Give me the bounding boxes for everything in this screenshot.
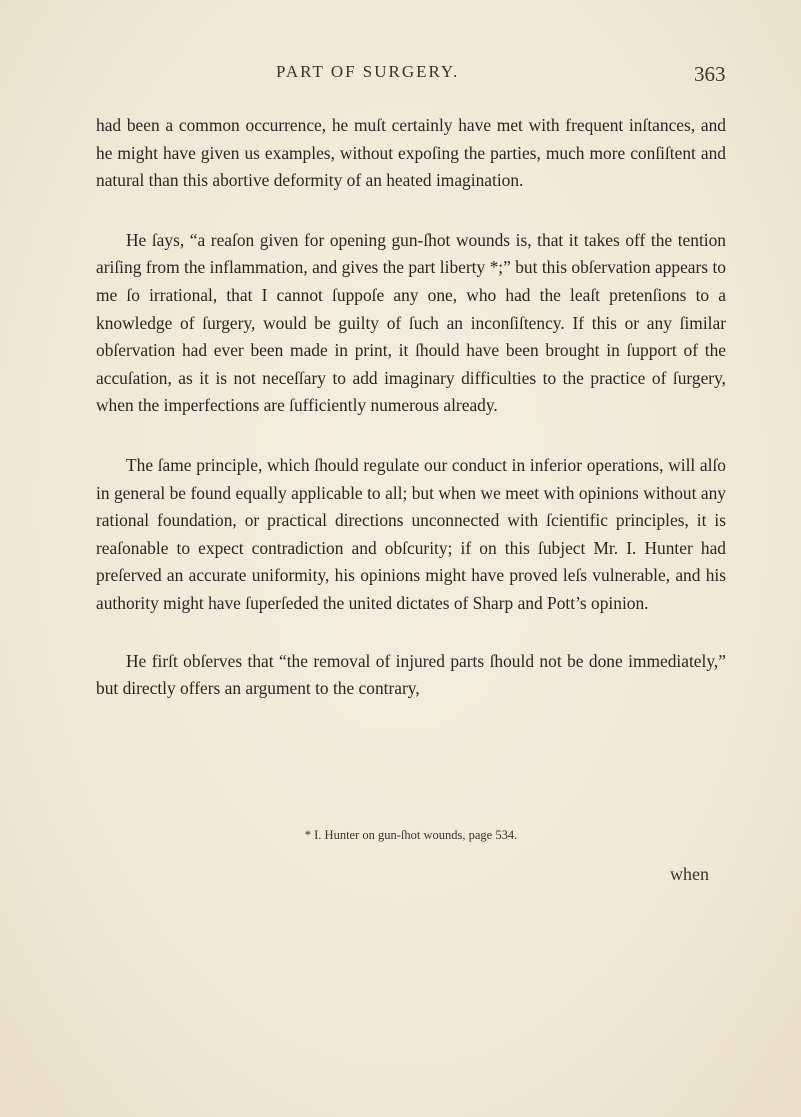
page-number: 363 bbox=[694, 62, 726, 86]
footnote: * I. Hunter on gun-ſhot wounds, page 534. bbox=[304, 828, 518, 842]
paragraph-2: He ſays, “a reaſon given for opening gun-ſhot wounds is, that it takes off the tention ariſing from the inflammation, and gives the part liberty *;” but this obſervation appears to me ſo irrational, that I cannot ſuppoſe any one, who had the leaſt pretenſions to a knowledge of ſurgery, would be guilty of ſuch an inconſiſtency. If this or any ſimilar obſervation had ever been made in print, it ſhould have been brought in ſupport of the accuſation, as it is not neceſſary to add imaginary difficulties to the practice of ſurgery, when the imperfections are ſufficiently numerous already. bbox=[96, 229, 726, 416]
page-header bbox=[0, 62, 801, 92]
paragraph-1: had been a common occurrence, he muſt certainly have met with frequent inſtances, and he might have given us examples, without expoſing the parties, much more conſiſtent and natural than this abortive deformity of an heated imagination. bbox=[96, 115, 726, 191]
running-head: PART OF SURGERY. bbox=[276, 62, 460, 81]
paragraph-3: The ſame principle, which ſhould regulate our conduct in inferior operations, will alſo in general be found equally applicable to all; but when we meet with opinions without any rational foundation, or practical directions unconnected with ſcientific principles, it is reaſonable to expect contradiction and obſcurity; if on this ſubject Mr. I. Hunter had preſerved an accurate uniformity, his opinions might have proved leſs vulnerable, and his authority might have ſuperſeded the united dictates of Sharp and Pott’s opinion. bbox=[96, 454, 726, 613]
paragraph-4: He firſt obſerves that “the removal of injured parts ſhould not be done immediately,” but directly offers an argument to the contrary, bbox=[96, 650, 726, 699]
body-text bbox=[96, 112, 726, 703]
catchword: when bbox=[670, 864, 709, 884]
